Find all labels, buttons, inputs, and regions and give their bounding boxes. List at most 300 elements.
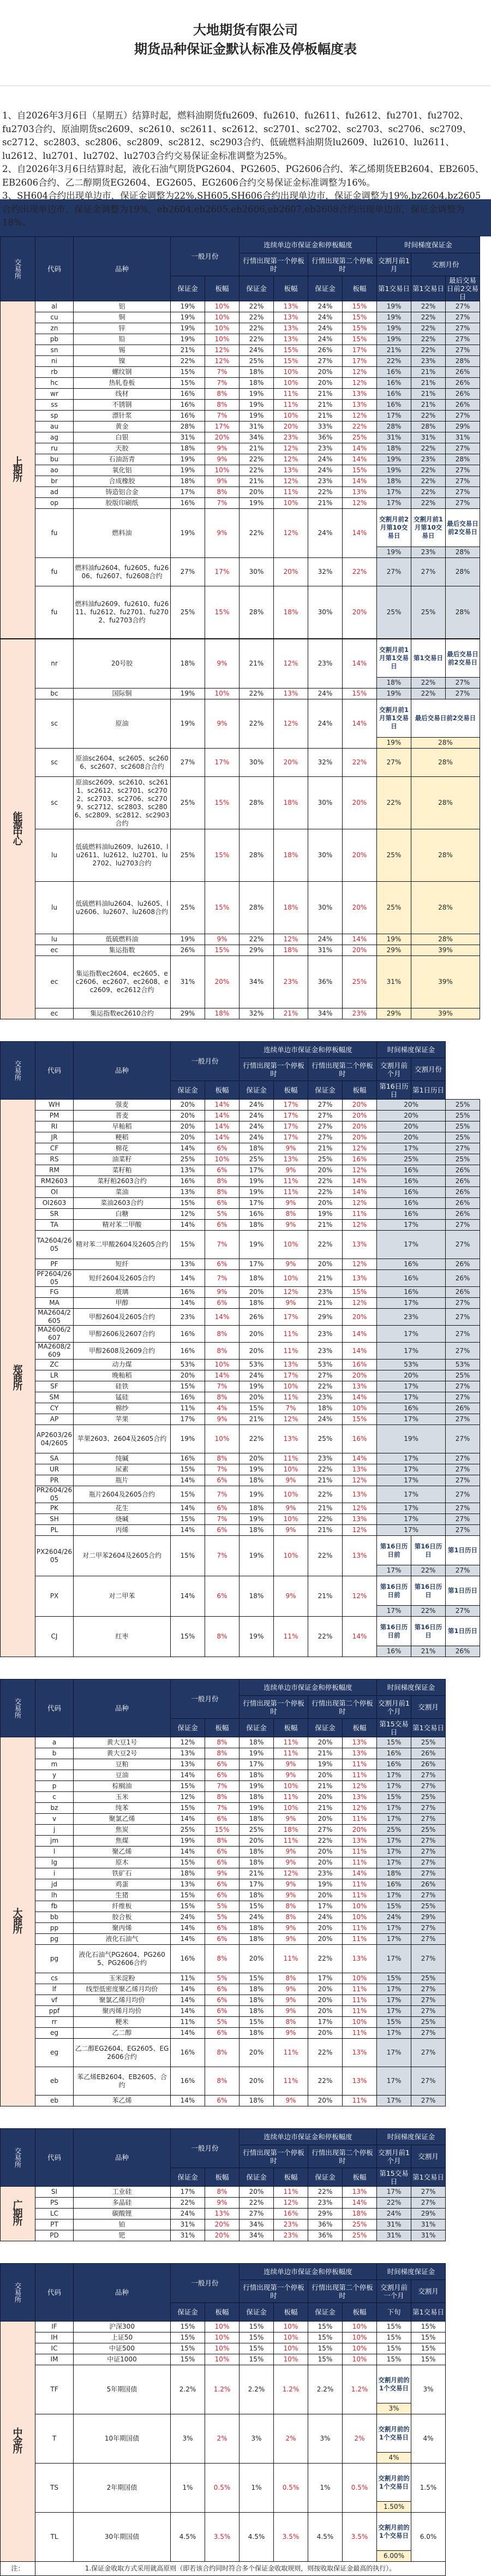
header-limit: 板幅 [274, 2303, 308, 2322]
time-value: 27% [446, 465, 480, 476]
time-value: 17% [377, 1781, 411, 1792]
limit-value: 17% [343, 356, 377, 367]
time-value: 27% [411, 2198, 446, 2209]
margin-value: 19% [171, 1836, 205, 1847]
margin-value: 19% [171, 323, 205, 334]
table-row [1, 1945, 480, 1973]
margin-value: 22% [308, 1176, 343, 1187]
product-name: 瓶片2604及2605合约 [74, 1486, 171, 1503]
time-value: 22% [377, 356, 411, 367]
margin-value: 20% [239, 1945, 274, 1973]
limit-value: 22% [343, 749, 377, 777]
margin-value: 20% [308, 1259, 343, 1270]
margin-value: 24% [239, 1912, 274, 1923]
product-code: jm [35, 1836, 74, 1847]
product-code: PF [35, 1259, 74, 1270]
table-row [1, 367, 480, 378]
limit-value: 12% [274, 699, 308, 749]
time-value: 22% [411, 678, 446, 688]
margin-value: 20% [239, 1326, 274, 1343]
table-row [1, 1298, 480, 1309]
time-value: 29% [411, 1912, 446, 1923]
margin-value: 18% [239, 1220, 274, 1231]
time-value: 22% [411, 312, 446, 323]
margin-value: 36% [308, 432, 343, 443]
time-label: 第16日历日前 [377, 1576, 411, 1606]
exchange-label: 大商所 [1, 1737, 35, 2106]
margin-value: 27% [308, 1132, 343, 1143]
header-time-sub: 第15交易日 [377, 2168, 411, 2187]
margin-value: 15% [171, 1514, 205, 1525]
product-name: 粳稻 [74, 1132, 171, 1143]
limit-value: 20% [343, 1132, 377, 1143]
product-code: pb [35, 334, 74, 345]
margin-value: 24% [308, 454, 343, 465]
product-name: 聚丙烯 [74, 1923, 171, 1934]
margin-value: 20% [239, 1287, 274, 1298]
margin-value: 1% [171, 2464, 205, 2513]
product-name: 不锈钢 [74, 400, 171, 411]
margin-value: 15% [171, 1857, 205, 1868]
blank-cell [446, 1868, 480, 1879]
product-name: 焦炭 [74, 1825, 171, 1836]
time-value: 25% [377, 1154, 446, 1165]
time-value: 19% [377, 312, 411, 323]
limit-value: 13% [343, 2187, 377, 2198]
limit-value: 12% [343, 1475, 377, 1486]
margin-value: 4.5% [308, 2513, 343, 2562]
margin-value: 19% [171, 465, 205, 476]
margin-value: 18% [308, 1403, 343, 1414]
margin-value: 19% [239, 1486, 274, 1503]
limit-value: 8% [274, 2017, 308, 2028]
product-code: PR2604/2605 [35, 1486, 74, 1503]
margin-value: 14% [171, 1220, 205, 1231]
product-code: cu [35, 312, 74, 323]
margin-value: 27% [308, 1825, 343, 1836]
limit-value: 11% [274, 1945, 308, 1973]
table-row [1, 443, 480, 454]
time-value: 15% [377, 2017, 411, 2028]
product-name: 短纤2604及2605合约 [74, 1270, 171, 1287]
margin-value: 19% [171, 312, 205, 323]
product-code: LR [35, 1370, 74, 1381]
product-code: TS [35, 2464, 74, 2513]
margin-value: 23% [308, 1453, 343, 1464]
exchange-label: 郑商所 [1, 1100, 35, 1657]
limit-value: 10% [274, 378, 308, 389]
product-name: 线型低密度聚乙烯月均价 [74, 1984, 171, 1995]
product-code: PL [35, 1525, 74, 1536]
limit-value: 20% [274, 749, 308, 777]
margin-value: 24% [239, 1121, 274, 1132]
margin-value: 21% [308, 1475, 343, 1486]
time-value: 26% [446, 389, 480, 400]
margin-value: 16% [171, 2067, 205, 2096]
margin-value: 22% [308, 487, 343, 498]
limit-value: 14% [343, 699, 377, 749]
time-value: 27% [446, 1606, 480, 1617]
margin-value: 20% [308, 1984, 343, 1995]
blank-cell [446, 1945, 480, 1973]
header-delivery: 交割月 [411, 2280, 446, 2303]
product-code: rr [35, 2017, 74, 2028]
table-row [1, 1198, 480, 1209]
margin-value: 20% [308, 1847, 343, 1857]
limit-value: 12% [205, 345, 239, 356]
time-value: 27% [446, 334, 480, 345]
table-row [1, 1934, 480, 1945]
margin-value: 17% [308, 1973, 343, 1984]
table-row [1, 1901, 480, 1912]
limit-value: 10% [205, 312, 239, 323]
time-value: 17% [377, 2039, 411, 2067]
margin-value: 14% [171, 1770, 205, 1781]
margin-value: 14% [171, 1576, 205, 1617]
limit-value: 10% [205, 2332, 239, 2343]
table-row [1, 1370, 480, 1381]
limit-value: 7% [205, 1464, 239, 1475]
limit-value: 0.5% [205, 2464, 239, 2513]
margin-value: 22% [239, 465, 274, 476]
margin-value: 25% [308, 1154, 343, 1165]
margin-value: 19% [239, 1536, 274, 1576]
limit-value: 15% [343, 465, 377, 476]
time-value: 17% [377, 411, 411, 422]
margin-value: 25% [171, 1825, 205, 1836]
margin-value: 24% [308, 1414, 343, 1425]
limit-value: 9% [205, 454, 239, 465]
limit-value: 15% [343, 1287, 377, 1298]
time-value: 17% [377, 1514, 446, 1525]
product-name: 锌 [74, 323, 171, 334]
limit-value: 20% [343, 1825, 377, 1836]
time-value: 27% [446, 1231, 480, 1259]
limit-value: 23% [343, 1008, 377, 1019]
header-time-group: 时间梯度保证金 [377, 1679, 446, 1696]
product-name: 早籼稻 [74, 1121, 171, 1132]
margin-value: 16% [171, 411, 205, 422]
time-value: 15% [377, 1737, 411, 1748]
margin-value: 13% [171, 1748, 205, 1759]
limit-value: 13% [274, 312, 308, 323]
margin-value: 24% [308, 509, 343, 558]
product-name: 铂 [74, 2219, 171, 2230]
margin-value: 36% [308, 956, 343, 1008]
margin-value: 20% [308, 2006, 343, 2017]
margin-value: 19% [239, 389, 274, 400]
margin-value: 29% [171, 1008, 205, 1019]
time-value: 27% [411, 1781, 446, 1792]
time-value: 17% [377, 1857, 411, 1868]
margin-value: 15% [171, 1231, 205, 1259]
time-value: 21% [377, 345, 411, 356]
limit-value: 6% [205, 1220, 239, 1231]
margin-value: 20% [171, 1100, 205, 1111]
margin-value: 23% [308, 639, 343, 688]
time-value: 17% [377, 498, 411, 509]
time-value: 28% [446, 356, 480, 367]
margin-value: 19% [171, 699, 205, 749]
header-second-limit: 行情出现第二个停板时 [308, 2280, 377, 2303]
limit-value: 10% [343, 2354, 377, 2365]
limit-value: 20% [343, 882, 377, 934]
table-row [1, 2067, 480, 2096]
limit-value: 14% [205, 1100, 239, 1111]
product-name: 粳米 [74, 2017, 171, 2028]
header-limit: 板幅 [343, 276, 377, 301]
margin-value: 19% [308, 1209, 343, 1220]
time-value: 28% [446, 558, 480, 586]
table-row [1, 1259, 480, 1270]
product-code: ec [35, 1008, 74, 1019]
product-code: CJ [35, 1617, 74, 1657]
table-row [1, 1770, 480, 1781]
limit-value: 14% [343, 476, 377, 487]
margin-value: 22% [308, 1536, 343, 1576]
margin-value: 14% [171, 1923, 205, 1934]
table-row [1, 487, 480, 498]
table-row [1, 688, 480, 699]
table-row [1, 1912, 480, 1923]
limit-value: 8% [205, 1836, 239, 1847]
time-value: 25% [411, 1825, 446, 1836]
margin-value: 21% [308, 1503, 343, 1514]
limit-value: 9% [274, 2096, 308, 2106]
limit-value: 11% [274, 1737, 308, 1748]
margin-value: 1% [308, 2464, 343, 2513]
product-name: 强麦 [74, 1100, 171, 1111]
margin-value: 31% [239, 422, 274, 432]
header-time-group: 时间梯度保证金 [377, 237, 480, 253]
blank-cell [446, 2039, 480, 2067]
section-gap [0, 2106, 491, 2128]
margin-value: 21% [308, 1748, 343, 1759]
limit-value: 9% [274, 1934, 308, 1945]
header-limit: 板幅 [205, 276, 239, 301]
time-value: 22% [411, 334, 446, 345]
header-margin: 保证金 [171, 2168, 205, 2187]
margin-value: 30% [239, 558, 274, 586]
margin-value: 18% [239, 1475, 274, 1486]
limit-value: 12% [274, 454, 308, 465]
time-value: 3% [377, 2403, 411, 2414]
margin-value: 25% [171, 586, 205, 639]
margin-value: 16% [171, 389, 205, 400]
time-value: 27% [411, 1995, 446, 2006]
limit-value: 11% [274, 1617, 308, 1657]
product-code: sc [35, 749, 74, 777]
limit-value: 25% [343, 2219, 377, 2230]
time-value: 17% [377, 1143, 446, 1154]
note-text: 1.保证金收取方式采用就高原则（即若该合约同时符合多个保证金收取规则，则按收取保证金最高的执行）。 [35, 2562, 446, 2576]
margin-value: 14% [171, 1298, 205, 1309]
margin-value: 14% [171, 1475, 205, 1486]
table-row [1, 1008, 480, 1019]
exchange-label: 广期所 [1, 2187, 35, 2241]
margin-value: 22% [239, 509, 274, 558]
limit-value: 3.5% [343, 2513, 377, 2562]
time-value: 31% [377, 432, 411, 443]
product-code: RS [35, 1154, 74, 1165]
limit-value: 10% [205, 301, 239, 312]
header-time-sub: 下旬 [377, 2303, 411, 2322]
margin-value: 11% [171, 1403, 205, 1414]
header-time-sub: 第1交易日 [377, 276, 411, 301]
time-value: 25% [446, 1154, 480, 1165]
limit-value: 13% [343, 389, 377, 400]
limit-value: 6% [205, 1890, 239, 1901]
header-product: 品种 [74, 2264, 171, 2322]
limit-value: 7% [205, 1536, 239, 1576]
margin-value: 21% [308, 1525, 343, 1536]
product-code: pg [35, 1934, 74, 1945]
limit-value: 9% [274, 1984, 308, 1995]
limit-value: 12% [274, 2198, 308, 2209]
table-row [1, 1973, 480, 1984]
product-code: eb [35, 2067, 74, 2096]
time-value: 22% [411, 498, 446, 509]
time-value: 17% [377, 487, 411, 498]
margin-value: 15% [239, 2343, 274, 2354]
limit-value: 6% [205, 1525, 239, 1536]
margin-value: 20% [171, 1132, 205, 1143]
limit-value: 20% [343, 1100, 377, 1111]
product-code: m [35, 1759, 74, 1770]
limit-value: 12% [274, 934, 308, 945]
time-value: 17% [377, 2006, 411, 2017]
time-value: 16% [377, 1759, 411, 1770]
product-name: 5年期国债 [74, 2365, 171, 2414]
table-row [1, 1737, 480, 1748]
table-row [1, 2187, 480, 2198]
product-name: 苹果2603、2604及2605合约 [74, 1425, 171, 1453]
time-value: 20% [377, 1111, 446, 1121]
margin-value: 15% [171, 1617, 205, 1657]
notice-1: 1、自2026年3月6日（星期五）结算时起，燃料油期货fu2609、fu2610、fu2611、fu2612、fu2701、fu2702、fu2703合约、原油期货sc2609、sc2610、sc2611、sc2612、sc2701、sc2702、sc2703、sc2706、sc2709、sc2712、sc2803、sc2806、sc2809、sc2812、sc2903合约、低硫燃料油期货lu2609、lu2610、lu2611、lu2612、lu2701、lu2702、lu2703合约交易保证金标准调整为25%。 [2, 110, 472, 161]
limit-value: 13% [274, 1360, 308, 1370]
limit-value: 6% [205, 1995, 239, 2006]
margin-value: 4.5% [239, 2513, 274, 2562]
limit-value: 15% [205, 586, 239, 639]
margin-value: 17% [171, 1414, 205, 1425]
blank-cell [446, 1836, 480, 1847]
table-row [1, 1425, 480, 1453]
time-value: 27% [446, 1220, 480, 1231]
product-code: SR [35, 1209, 74, 1220]
table-row [1, 1486, 480, 1503]
limit-value: 9% [205, 934, 239, 945]
header-delivery: 交割月 [411, 1696, 446, 1719]
margin-value: 29% [308, 1309, 343, 1326]
table-row [1, 301, 480, 312]
margin-value: 15% [171, 2354, 205, 2365]
margin-value: 22% [308, 1486, 343, 1503]
table-row [1, 945, 480, 956]
time-value: 16% [377, 389, 411, 400]
limit-value: 11% [274, 400, 308, 411]
limit-value: 10% [274, 2343, 308, 2354]
limit-value: 20% [205, 2230, 239, 2241]
margin-value: 19% [239, 1781, 274, 1792]
margin-value: 19% [171, 1425, 205, 1453]
product-name: 精对苯二甲酸 [74, 1220, 171, 1231]
header-first-limit: 行情出现第一个停板时 [239, 1058, 308, 1081]
time-value: 15% [377, 1901, 411, 1912]
product-code: SM [35, 1392, 74, 1403]
limit-value: 9% [274, 1995, 308, 2006]
time-label: 第1日历日 [446, 1617, 480, 1646]
product-code: pg [35, 1945, 74, 1973]
margin-value: 19% [239, 1187, 274, 1198]
section-gap [0, 2241, 491, 2263]
limit-value: 6% [205, 1198, 239, 1209]
limit-value: 13% [343, 1792, 377, 1803]
margin-value: 20% [308, 1857, 343, 1868]
limit-value: 10% [205, 1360, 239, 1370]
product-code: TA2604/2605 [35, 1231, 74, 1259]
time-value: 17% [377, 1803, 411, 1814]
limit-value: 14% [343, 934, 377, 945]
margin-value: 15% [239, 2322, 274, 2332]
blank-cell [446, 1781, 480, 1792]
time-label: 第1日历日 [446, 1536, 480, 1565]
header-margin: 保证金 [239, 1719, 274, 1737]
margin-value: 14% [171, 2028, 205, 2039]
product-name: 30年期国债 [74, 2513, 171, 2562]
blank-cell [446, 2264, 480, 2322]
time-value: 26% [446, 400, 480, 411]
time-value: 39% [411, 1008, 480, 1019]
header-code: 代码 [35, 1679, 74, 1737]
product-code: RM2603 [35, 1176, 74, 1187]
time-value: 39% [411, 945, 480, 956]
time-value: 25% [411, 586, 446, 639]
limit-value: 11% [343, 1879, 377, 1890]
time-value: 28% [411, 777, 480, 829]
table-row [1, 1143, 480, 1154]
limit-value: 8% [205, 1343, 239, 1360]
margin-table-0 [0, 236, 480, 639]
table-row [1, 1360, 480, 1370]
table-row [1, 1792, 480, 1803]
time-label: 交割月前的1个交易日 [377, 2414, 411, 2453]
time-value: 27% [446, 476, 480, 487]
product-code: ec [35, 956, 74, 1008]
blank-cell [446, 1825, 480, 1836]
margin-value: 21% [239, 443, 274, 454]
product-code: wr [35, 389, 74, 400]
table-row [1, 1381, 480, 1392]
limit-value: 10% [274, 411, 308, 422]
limit-value: 17% [274, 1309, 308, 1326]
margin-value: 19% [171, 934, 205, 945]
margin-value: 14% [171, 1525, 205, 1536]
time-value: 17% [377, 1220, 446, 1231]
time-value: 15% [377, 1792, 411, 1803]
product-name: 菜籽粕 [74, 1165, 171, 1176]
time-value: 22% [411, 688, 446, 699]
margin-value: 2.2% [239, 2365, 274, 2414]
margin-value: 28% [239, 777, 274, 829]
product-name: 尿素 [74, 1464, 171, 1475]
product-name: 胶版印刷纸 [74, 498, 171, 509]
margin-value: 1% [239, 2464, 274, 2513]
notice-3: 3、SH604合约出现单边市，保证金调整为22%,SH605,SH606合约出现单边市，保证金调整为19%,bz2604,bz2605合约出现单边市，保证金调整为19%，eb2604,eb2605,eb2606,eb2607,eb2608合约出现单边市，保证金调整为18%。 [2, 191, 481, 228]
time-label: 第1日历日 [446, 1576, 480, 1606]
margin-value: 21% [171, 345, 205, 356]
limit-value: 11% [274, 1392, 308, 1403]
